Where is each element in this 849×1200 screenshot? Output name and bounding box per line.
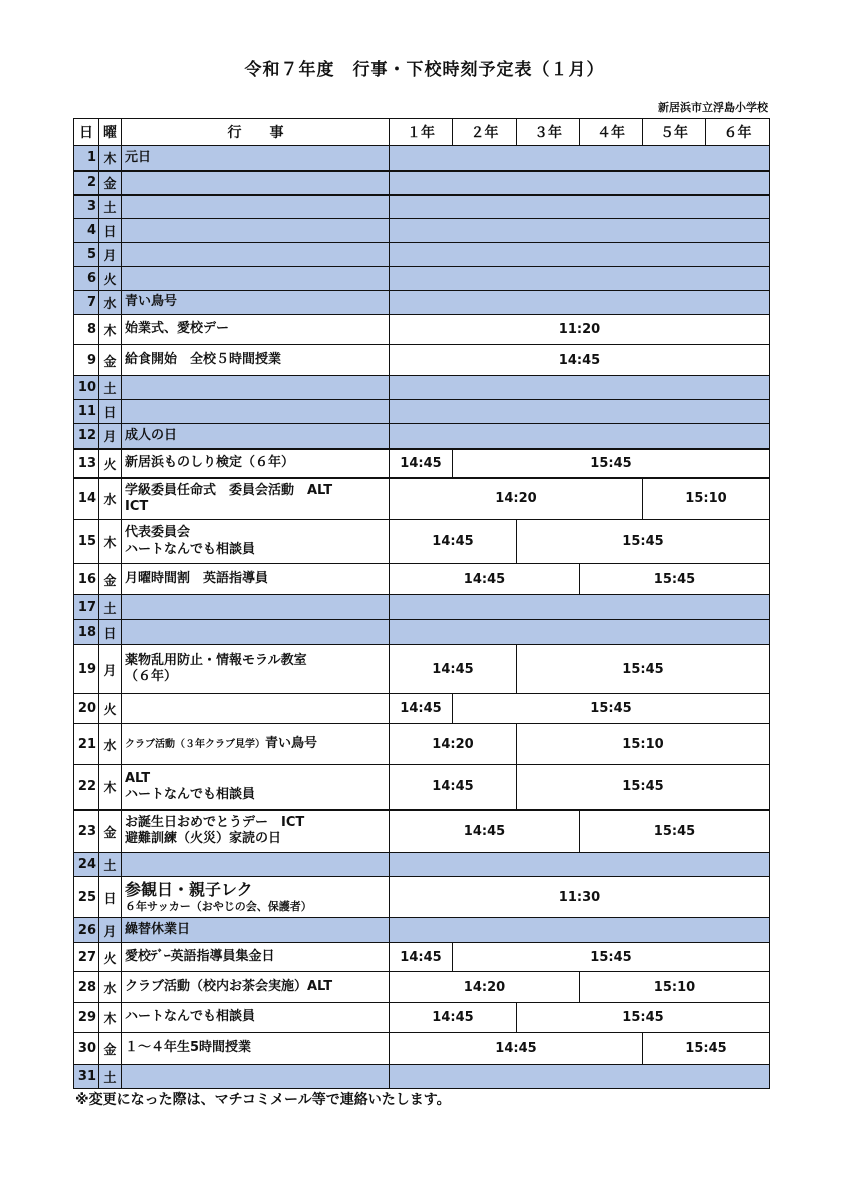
weekday-cell: 火 (99, 267, 122, 291)
dismissal-time-cell: 14:20 (390, 478, 643, 520)
event-cell (122, 243, 390, 267)
event-line: ICT (125, 498, 149, 514)
event-cell (122, 195, 390, 219)
dismissal-time-cell: 15:10 (580, 972, 770, 1003)
event-line: 代表委員会 (125, 525, 191, 541)
dismissal-time-cell (390, 376, 770, 400)
dismissal-time-cell: 15:10 (643, 478, 770, 520)
event-line: （６年） (125, 669, 178, 684)
weekday-cell: 金 (99, 1033, 122, 1065)
event-cell (122, 400, 390, 424)
day-cell: 10 (74, 376, 99, 400)
event-cell (122, 918, 390, 943)
weekday-cell: 土 (99, 1065, 122, 1089)
dismissal-time-cell: 14:45 (390, 810, 580, 853)
header-grade-6: ６年 (706, 119, 770, 146)
weekday-cell: 金 (99, 810, 122, 853)
header-grade-2: ２年 (453, 119, 517, 146)
event-cell (122, 376, 390, 400)
day-cell: 8 (74, 315, 99, 345)
dismissal-time-cell: 15:10 (517, 724, 770, 765)
event-line: 始業式、愛校デー (125, 321, 230, 337)
header-grade-1: １年 (390, 119, 453, 146)
day-cell: 15 (74, 520, 99, 564)
dismissal-time-cell: 11:20 (390, 315, 770, 345)
weekday-cell: 金 (99, 564, 122, 595)
dismissal-time-cell: 15:45 (517, 520, 770, 564)
table-row (74, 724, 770, 765)
school-name: 新居浜市立浮島小学校 (658, 101, 768, 114)
event-cell (122, 877, 390, 918)
day-cell: 31 (74, 1065, 99, 1089)
table-row (74, 171, 770, 195)
day-cell: 16 (74, 564, 99, 595)
table-row (74, 595, 770, 620)
table-row (74, 146, 770, 171)
dismissal-time-cell (390, 195, 770, 219)
event-line: 成人の日 (125, 427, 178, 443)
weekday-cell: 火 (99, 449, 122, 478)
day-cell: 30 (74, 1033, 99, 1065)
weekday-cell: 火 (99, 943, 122, 972)
dismissal-time-cell (390, 853, 770, 877)
event-cell (122, 943, 390, 972)
event-line: ALT (125, 770, 151, 786)
weekday-cell: 金 (99, 171, 122, 195)
dismissal-time-cell: 15:45 (580, 564, 770, 595)
weekday-cell: 水 (99, 972, 122, 1003)
weekday-cell: 木 (99, 315, 122, 345)
day-cell: 1 (74, 146, 99, 171)
dismissal-time-cell: 14:45 (390, 520, 517, 564)
dismissal-time-cell: 14:45 (390, 564, 580, 595)
event-line: ハートなんでも相談員 (125, 541, 256, 557)
weekday-cell: 水 (99, 478, 122, 520)
event-cell (122, 345, 390, 376)
weekday-cell: 月 (99, 243, 122, 267)
dismissal-time-cell: 14:45 (390, 765, 517, 810)
table-row (74, 267, 770, 291)
event-cell (122, 724, 390, 765)
table-row (74, 449, 770, 478)
event-line: １～４年生5時間授業 (125, 1040, 252, 1056)
weekday-cell: 月 (99, 918, 122, 943)
event-cell (122, 1003, 390, 1033)
table-row (74, 645, 770, 694)
dismissal-time-cell: 14:45 (390, 1033, 643, 1065)
event-cell (122, 972, 390, 1003)
weekday-cell: 木 (99, 765, 122, 810)
weekday-cell: 土 (99, 853, 122, 877)
weekday-cell: 月 (99, 645, 122, 694)
dismissal-time-cell (390, 219, 770, 243)
event-line: 月曜時間割 英語指導員 (125, 570, 269, 586)
dismissal-time-cell (390, 424, 770, 449)
day-cell: 12 (74, 424, 99, 449)
event-cell (122, 694, 390, 724)
weekday-cell: 土 (99, 376, 122, 400)
event-sub-line: ６年サッカー（おやじの会、保護者） (125, 900, 312, 914)
event-cell (122, 620, 390, 645)
day-cell: 5 (74, 243, 99, 267)
event-cell (122, 146, 390, 171)
day-cell: 26 (74, 918, 99, 943)
table-row (74, 620, 770, 645)
table-row (74, 219, 770, 243)
day-cell: 2 (74, 171, 99, 195)
header-event: 行 事 (122, 119, 390, 146)
dismissal-time-cell (390, 267, 770, 291)
dismissal-time-cell: 15:45 (643, 1033, 770, 1065)
dismissal-time-cell (390, 620, 770, 645)
event-line: 学級委員任命式 委員会活動 ALT (125, 482, 333, 498)
event-line: 新居浜ものしり検定（６年） (125, 454, 295, 470)
table-row (74, 243, 770, 267)
event-cell (122, 478, 390, 520)
event-cell (122, 291, 390, 315)
event-line: クラブ活動（校内お茶会実施）ALT (125, 978, 333, 994)
day-cell: 6 (74, 267, 99, 291)
table-row (74, 765, 770, 810)
day-cell: 9 (74, 345, 99, 376)
event-cell (122, 595, 390, 620)
weekday-cell: 水 (99, 724, 122, 765)
table-row (74, 520, 770, 564)
event-line: 薬物乱用防止・情報モラル教室 (125, 652, 307, 668)
day-cell: 25 (74, 877, 99, 918)
table-row (74, 376, 770, 400)
event-cell (122, 810, 390, 853)
header-grade-4: ４年 (580, 119, 643, 146)
table-row (74, 1033, 770, 1065)
day-cell: 14 (74, 478, 99, 520)
weekday-cell: 日 (99, 620, 122, 645)
table-row (74, 918, 770, 943)
schedule-body (74, 146, 770, 1089)
event-line: ハートなんでも相談員 (125, 786, 256, 802)
table-row (74, 694, 770, 724)
dismissal-time-cell (390, 291, 770, 315)
table-row (74, 564, 770, 595)
page-title: 令和７年度 行事・下校時刻予定表（１月） (244, 60, 605, 80)
event-cell (122, 564, 390, 595)
dismissal-time-cell (390, 400, 770, 424)
event-cell (122, 765, 390, 810)
day-cell: 17 (74, 595, 99, 620)
table-row (74, 315, 770, 345)
event-line: 元日 (125, 149, 152, 165)
schedule-table (73, 118, 770, 1089)
header-weekday: 曜 (99, 119, 122, 146)
table-row (74, 291, 770, 315)
weekday-cell: 月 (99, 424, 122, 449)
event-cell (122, 171, 390, 195)
dismissal-time-cell: 14:45 (390, 645, 517, 694)
day-cell: 3 (74, 195, 99, 219)
dismissal-time-cell: 14:45 (390, 345, 770, 376)
event-line: 愛校ﾃﾞｰ英語指導員集金日 (125, 948, 275, 964)
weekday-cell: 金 (99, 345, 122, 376)
dismissal-time-cell: 15:45 (453, 449, 770, 478)
day-cell: 7 (74, 291, 99, 315)
day-cell: 18 (74, 620, 99, 645)
dismissal-time-cell (390, 243, 770, 267)
event-line: 青い鳥号 (265, 735, 318, 751)
event-line: 給食開始 全校５時間授業 (125, 351, 282, 367)
event-line: お誕生日おめでとうデー ICT (125, 815, 305, 830)
event-cell (122, 219, 390, 243)
header-grade-5: ５年 (643, 119, 706, 146)
footer-note: ※変更になった際は、マチコミメール等で連絡いたします。 (75, 1092, 451, 1108)
dismissal-time-cell: 14:45 (390, 449, 453, 478)
header-row (74, 119, 770, 146)
dismissal-time-cell (390, 1065, 770, 1089)
event-cell (122, 853, 390, 877)
weekday-cell: 水 (99, 291, 122, 315)
dismissal-time-cell: 11:30 (390, 877, 770, 918)
day-cell: 29 (74, 1003, 99, 1033)
day-cell: 21 (74, 724, 99, 765)
table-row (74, 972, 770, 1003)
dismissal-time-cell: 14:45 (390, 943, 453, 972)
day-cell: 23 (74, 810, 99, 853)
event-cell (122, 267, 390, 291)
event-cell (122, 424, 390, 449)
event-cell (122, 645, 390, 694)
table-row (74, 853, 770, 877)
day-cell: 11 (74, 400, 99, 424)
weekday-cell: 日 (99, 877, 122, 918)
table-row (74, 424, 770, 449)
weekday-cell: 日 (99, 400, 122, 424)
weekday-cell: 木 (99, 146, 122, 171)
event-line: 避難訓練（火災）家読の日 (125, 831, 282, 847)
weekday-cell: 土 (99, 595, 122, 620)
weekday-cell: 日 (99, 219, 122, 243)
dismissal-time-cell (390, 918, 770, 943)
event-small-text: クラブ活動（３年クラブ見学） (125, 738, 265, 750)
event-line: 青い鳥号 (125, 294, 178, 310)
table-row (74, 1003, 770, 1033)
event-line: ハートなんでも相談員 (125, 1009, 256, 1025)
dismissal-time-cell: 14:45 (390, 694, 453, 724)
day-cell: 27 (74, 943, 99, 972)
dismissal-time-cell (390, 171, 770, 195)
dismissal-time-cell: 15:45 (453, 694, 770, 724)
table-row (74, 400, 770, 424)
day-cell: 20 (74, 694, 99, 724)
dismissal-time-cell: 15:45 (517, 1003, 770, 1033)
header-day: 日 (74, 119, 99, 146)
event-cell (122, 315, 390, 345)
header-grade-3: ３年 (517, 119, 580, 146)
event-cell (122, 449, 390, 478)
dismissal-time-cell: 15:45 (517, 645, 770, 694)
dismissal-time-cell: 15:45 (517, 765, 770, 810)
event-line: 繰替休業日 (125, 921, 191, 937)
event-main-line: 参観日・親子レク (125, 880, 253, 900)
event-cell (122, 1033, 390, 1065)
event-cell (122, 520, 390, 564)
dismissal-time-cell: 15:45 (453, 943, 770, 972)
day-cell: 13 (74, 449, 99, 478)
dismissal-time-cell: 14:20 (390, 724, 517, 765)
table-row (74, 877, 770, 918)
dismissal-time-cell: 14:20 (390, 972, 580, 1003)
dismissal-time-cell (390, 146, 770, 171)
day-cell: 19 (74, 645, 99, 694)
day-cell: 28 (74, 972, 99, 1003)
dismissal-time-cell: 15:45 (580, 810, 770, 853)
dismissal-time-cell (390, 595, 770, 620)
table-row (74, 810, 770, 853)
table-row (74, 1065, 770, 1089)
weekday-cell: 土 (99, 195, 122, 219)
table-row (74, 345, 770, 376)
weekday-cell: 木 (99, 520, 122, 564)
event-cell (122, 1065, 390, 1089)
table-row (74, 195, 770, 219)
weekday-cell: 火 (99, 694, 122, 724)
day-cell: 4 (74, 219, 99, 243)
table-row (74, 943, 770, 972)
table-row (74, 478, 770, 520)
day-cell: 22 (74, 765, 99, 810)
day-cell: 24 (74, 853, 99, 877)
dismissal-time-cell: 14:45 (390, 1003, 517, 1033)
weekday-cell: 木 (99, 1003, 122, 1033)
